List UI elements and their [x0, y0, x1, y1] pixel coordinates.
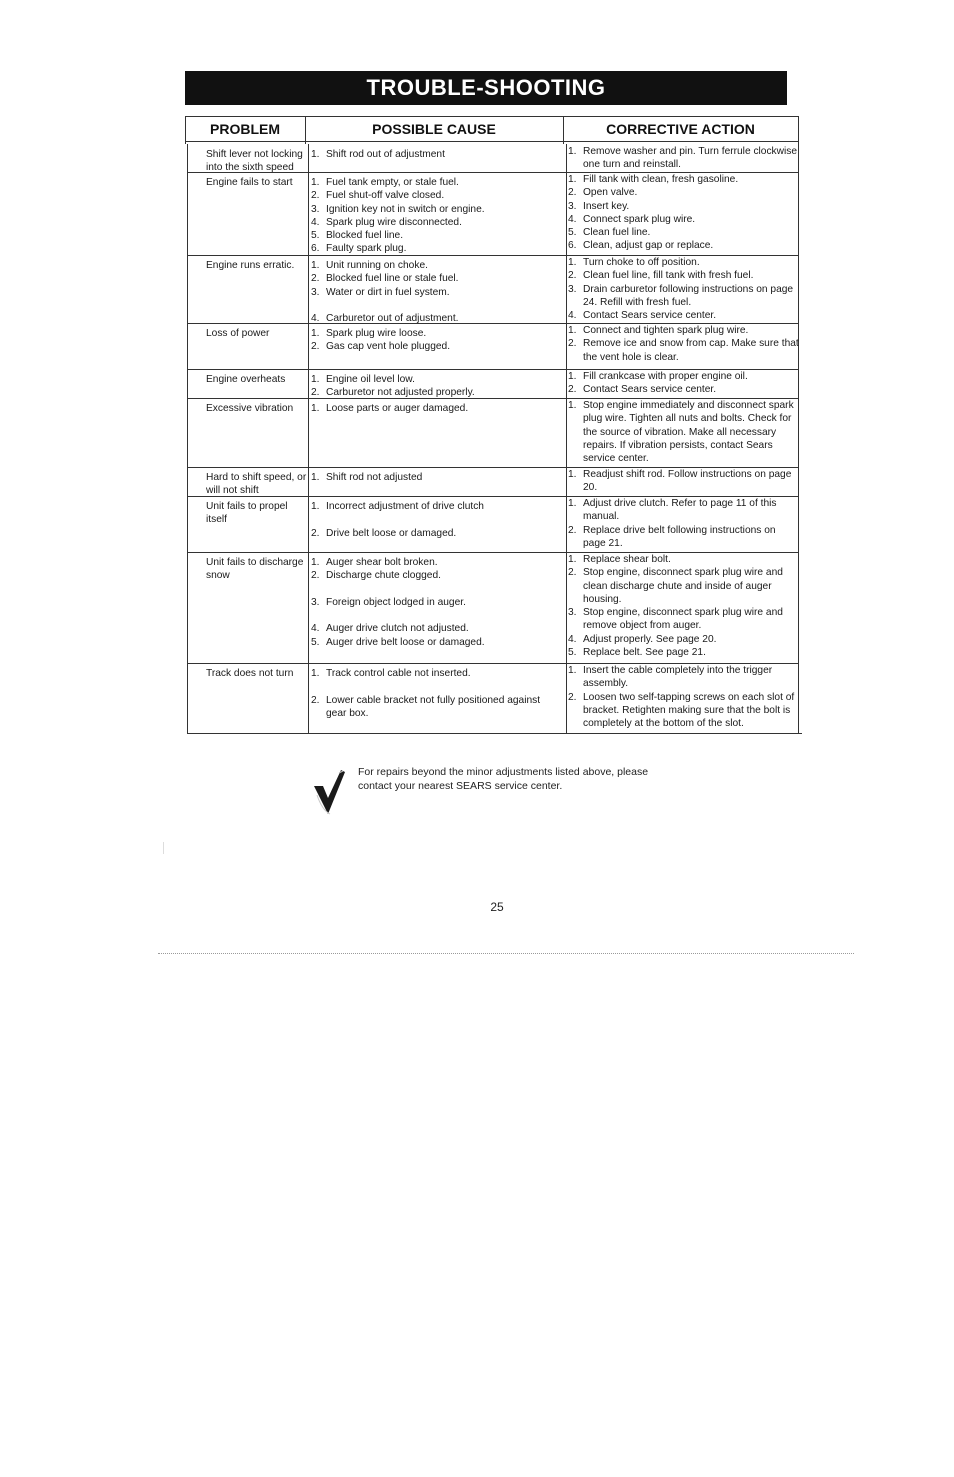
item-number: 1.	[311, 472, 320, 483]
item-number: 1.	[568, 257, 577, 268]
header-col-divider	[563, 116, 564, 144]
cause-item	[311, 189, 561, 202]
item-number: 6.	[568, 240, 577, 252]
problem-text: Unit fails to propel itself	[206, 501, 288, 526]
cause-item	[311, 340, 561, 353]
problem-text: Engine overheats	[206, 374, 286, 385]
action-item	[568, 633, 799, 646]
action-text: Readjust shift rod. Follow instructions on page 20.	[583, 469, 792, 494]
action-text: Turn choke to off position.	[583, 257, 700, 268]
item-number: 4.	[311, 313, 320, 325]
item-number: 2.	[568, 270, 577, 282]
cause-text: Gas cap vent hole plugged.	[326, 341, 451, 353]
cause-cell	[311, 556, 561, 649]
action-item	[568, 606, 799, 633]
action-item	[568, 256, 799, 269]
action-text: Remove ice and snow from cap. Make sure that the vent hole is clear.	[583, 338, 799, 363]
cause-text: Faulty spark plug.	[326, 243, 407, 255]
problem-text: Hard to shift speed, or will not shift	[206, 472, 307, 497]
action-cell	[567, 468, 799, 495]
header-col-divider	[305, 116, 306, 144]
action-item	[568, 309, 799, 322]
cause-cell	[311, 259, 561, 325]
item-number: 2.	[311, 341, 320, 353]
action-cell	[567, 324, 799, 364]
cause-item	[311, 286, 561, 299]
cause-cell	[311, 327, 561, 354]
action-text: Insert key.	[583, 200, 630, 212]
action-text: Contact Sears service center.	[583, 384, 717, 396]
cause-cell	[311, 667, 561, 720]
item-number: 4.	[568, 310, 577, 322]
item-number: 1.	[568, 665, 577, 676]
item-number: 5.	[311, 636, 320, 648]
action-text: Loosen two self-tapping screws on each slot of bracket. Retighten making sure that the bolt is completely at the bottom of the slot.	[583, 691, 795, 730]
action-item	[568, 646, 799, 659]
problem-cell	[206, 176, 318, 189]
item-number: 1.	[311, 374, 320, 385]
action-item	[568, 145, 799, 172]
cause-item	[311, 259, 561, 272]
cause-text: Fuel tank empty, or stale fuel.	[326, 177, 459, 188]
cause-item	[311, 569, 561, 582]
cause-item	[311, 229, 561, 242]
cause-cell	[311, 373, 561, 400]
action-text: Connect and tighten spark plug wire.	[583, 325, 749, 336]
cause-text: Carburetor out of adjustment.	[326, 313, 459, 325]
cause-text: Spark plug wire loose.	[326, 328, 427, 339]
footer-note: For repairs beyond the minor adjustments listed above, please contact your nearest SEARS service center.	[358, 766, 649, 792]
action-item	[568, 691, 799, 731]
item-number: 1.	[311, 177, 320, 188]
action-text: Contact Sears service center.	[583, 310, 717, 322]
item-number: 1.	[311, 328, 320, 339]
cause-cell	[311, 148, 561, 161]
cause-item	[311, 216, 561, 229]
cause-item	[311, 471, 561, 484]
item-number: 6.	[311, 243, 320, 255]
page-title: TROUBLE-SHOOTING	[185, 71, 787, 105]
problem-cell	[206, 373, 318, 386]
cause-item	[311, 500, 561, 513]
action-text: Stop engine, disconnect spark plug wire and clean discharge chute and inside of auger housing.	[583, 567, 783, 605]
cause-item	[311, 527, 561, 540]
item-number: 2.	[568, 187, 577, 199]
action-item	[568, 553, 799, 566]
cause-text: Shift rod not adjusted	[326, 472, 423, 483]
action-text: Drain carburetor following instructions on page 24. Refill with fresh fuel.	[583, 283, 794, 308]
action-cell	[567, 497, 799, 550]
cause-text: Unit running on choke.	[326, 260, 428, 271]
cause-item	[311, 622, 561, 635]
cause-text: Foreign object lodged in auger.	[326, 596, 466, 608]
cause-cell	[311, 402, 561, 415]
item-number: 1.	[311, 501, 320, 512]
problem-text: Track does not turn	[206, 668, 294, 679]
margin-mark	[163, 842, 164, 854]
cause-item	[311, 272, 561, 285]
item-number: 1.	[311, 149, 320, 160]
item-number: 2.	[568, 567, 577, 579]
cause-text: Drive belt loose or damaged.	[326, 527, 457, 539]
problem-text: Engine runs erratic.	[206, 260, 295, 271]
cause-text: Discharge chute clogged.	[326, 570, 441, 582]
item-number: 2.	[311, 527, 320, 539]
cause-item	[311, 203, 561, 216]
header-divider	[185, 141, 798, 142]
header-right-border	[798, 116, 799, 144]
action-item	[568, 497, 799, 524]
page-bottom-rule	[158, 953, 854, 954]
item-number: 5.	[311, 230, 320, 242]
item-number: 1.	[311, 557, 320, 568]
cause-cell	[311, 471, 561, 484]
action-item	[568, 239, 799, 252]
problem-text: Excessive vibration	[206, 403, 294, 414]
cause-cell	[311, 176, 561, 256]
cause-text: Fuel shut-off valve closed.	[326, 190, 445, 202]
header-problem: PROBLEM	[210, 121, 280, 137]
cause-text: Incorrect adjustment of drive clutch	[326, 501, 484, 512]
cause-cell	[311, 500, 561, 540]
action-text: Stop engine immediately and disconnect spark plug wire. Tighten all nuts and bolts. Check for the source of vibration. Make all necessary repairs. If vibration persists, contact Sears service center.	[583, 400, 794, 465]
cause-text: Auger drive belt loose or damaged.	[326, 636, 485, 648]
cause-item	[311, 667, 561, 680]
problem-cell	[206, 148, 318, 175]
problem-text: Engine fails to start	[206, 177, 293, 188]
item-number: 1.	[568, 469, 577, 480]
item-number: 1.	[568, 325, 577, 336]
action-item	[568, 200, 799, 213]
action-item	[568, 370, 799, 383]
action-cell	[567, 664, 799, 730]
item-number: 2.	[568, 338, 577, 350]
header-corrective-action: CORRECTIVE ACTION	[606, 121, 755, 137]
problem-cell	[206, 327, 318, 340]
item-number: 1.	[311, 260, 320, 271]
action-text: Clean, adjust gap or replace.	[583, 240, 714, 252]
item-number: 4.	[311, 216, 320, 228]
action-text: Adjust drive clutch. Refer to page 11 of this manual.	[583, 498, 777, 523]
item-number: 2.	[568, 691, 577, 703]
cause-item	[311, 327, 561, 340]
problem-cell	[206, 500, 318, 527]
item-number: 5.	[568, 227, 577, 239]
cause-text: Lower cable bracket not fully positioned against gear box.	[326, 694, 541, 719]
table-left-border	[187, 144, 188, 733]
item-number: 2.	[568, 384, 577, 396]
item-number: 3.	[568, 283, 577, 295]
cause-item	[311, 596, 561, 609]
cause-text: Blocked fuel line or stale fuel.	[326, 273, 459, 285]
cause-text: Ignition key not in switch or engine.	[326, 203, 485, 215]
action-cell	[567, 256, 799, 322]
table-top-border	[185, 116, 798, 117]
action-text: Clean fuel line.	[583, 227, 651, 239]
checkmark-icon	[314, 770, 346, 816]
header-possible-cause: POSSIBLE CAUSE	[372, 121, 496, 137]
item-number: 2.	[311, 570, 320, 582]
item-number: 4.	[568, 213, 577, 225]
cause-item	[311, 402, 561, 415]
item-number: 4.	[568, 633, 577, 645]
cause-item	[311, 556, 561, 569]
problem-cell	[206, 402, 318, 415]
cause-item	[311, 373, 561, 386]
action-item	[568, 173, 799, 186]
action-item	[568, 213, 799, 226]
item-number: 3.	[311, 203, 320, 215]
cause-item	[311, 694, 561, 721]
action-item	[568, 468, 799, 495]
item-number: 2.	[311, 190, 320, 202]
action-text: Stop engine, disconnect spark plug wire and remove object from auger.	[583, 607, 783, 632]
item-number: 3.	[568, 607, 577, 619]
action-item	[568, 337, 799, 364]
action-text: Replace shear bolt.	[583, 554, 671, 565]
item-number: 1.	[568, 554, 577, 565]
item-number: 1.	[568, 400, 577, 411]
problem-text: Shift lever not locking into the sixth speed	[206, 149, 303, 174]
item-number: 1.	[568, 146, 577, 157]
cause-text: Auger shear bolt broken.	[326, 557, 438, 568]
action-text: Remove washer and pin. Turn ferrule clockwise one turn and reinstall.	[583, 146, 798, 171]
cause-item	[311, 636, 561, 649]
item-number: 1.	[311, 403, 320, 414]
action-text: Connect spark plug wire.	[583, 213, 696, 225]
action-cell	[567, 553, 799, 659]
cause-item	[311, 242, 561, 255]
action-cell	[567, 173, 799, 253]
action-item	[568, 283, 799, 310]
problem-text: Unit fails to discharge snow	[206, 557, 304, 582]
action-item	[568, 269, 799, 282]
action-text: Adjust properly. See page 20.	[583, 633, 717, 645]
item-number: 5.	[568, 647, 577, 659]
item-number: 1.	[568, 498, 577, 509]
cause-text: Track control cable not inserted.	[326, 668, 471, 679]
problem-cell	[206, 667, 318, 680]
problem-text: Loss of power	[206, 328, 270, 339]
action-text: Replace belt. See page 21.	[583, 647, 706, 659]
item-number: 1.	[568, 174, 577, 185]
action-text: Clean fuel line, fill tank with fresh fuel.	[583, 270, 754, 282]
problem-cell	[206, 471, 318, 498]
column-divider	[308, 144, 309, 733]
action-text: Open valve.	[583, 187, 638, 199]
cause-item	[311, 148, 561, 161]
action-item	[568, 383, 799, 396]
item-number: 1.	[311, 668, 320, 679]
problem-cell	[206, 556, 318, 583]
item-number: 2.	[311, 273, 320, 285]
item-number: 3.	[568, 200, 577, 212]
item-number: 2.	[568, 524, 577, 536]
action-cell	[567, 145, 799, 172]
problem-cell	[206, 259, 318, 272]
table-bottom-border	[187, 733, 802, 734]
item-number: 3.	[311, 596, 320, 608]
cause-text: Engine oil level low.	[326, 374, 415, 385]
cause-text: Auger drive clutch not adjusted.	[326, 623, 469, 635]
action-item	[568, 399, 799, 465]
action-text: Fill tank with clean, fresh gasoline.	[583, 174, 739, 185]
action-item	[568, 324, 799, 337]
action-item	[568, 566, 799, 606]
cause-item	[311, 176, 561, 189]
item-number: 1.	[568, 371, 577, 382]
item-number: 3.	[311, 286, 320, 298]
action-item	[568, 186, 799, 199]
item-number: 2.	[311, 387, 320, 399]
cause-text: Loose parts or auger damaged.	[326, 403, 469, 414]
action-text: Fill crankcase with proper engine oil.	[583, 371, 748, 382]
action-item	[568, 664, 799, 691]
cause-text: Water or dirt in fuel system.	[326, 286, 450, 298]
action-item	[568, 226, 799, 239]
action-cell	[567, 370, 799, 397]
action-item	[568, 524, 799, 551]
header-left-border	[185, 116, 186, 144]
action-text: Replace drive belt following instructions on page 21.	[583, 524, 776, 549]
item-number: 2.	[311, 694, 320, 706]
cause-text: Carburetor not adjusted properly.	[326, 387, 475, 399]
page-number: 25	[490, 900, 504, 914]
cause-text: Blocked fuel line.	[326, 230, 404, 242]
action-cell	[567, 399, 799, 465]
cause-text: Shift rod out of adjustment	[326, 149, 445, 160]
action-text: Insert the cable completely into the trigger assembly.	[583, 665, 773, 690]
cause-text: Spark plug wire disconnected.	[326, 216, 462, 228]
item-number: 4.	[311, 623, 320, 635]
